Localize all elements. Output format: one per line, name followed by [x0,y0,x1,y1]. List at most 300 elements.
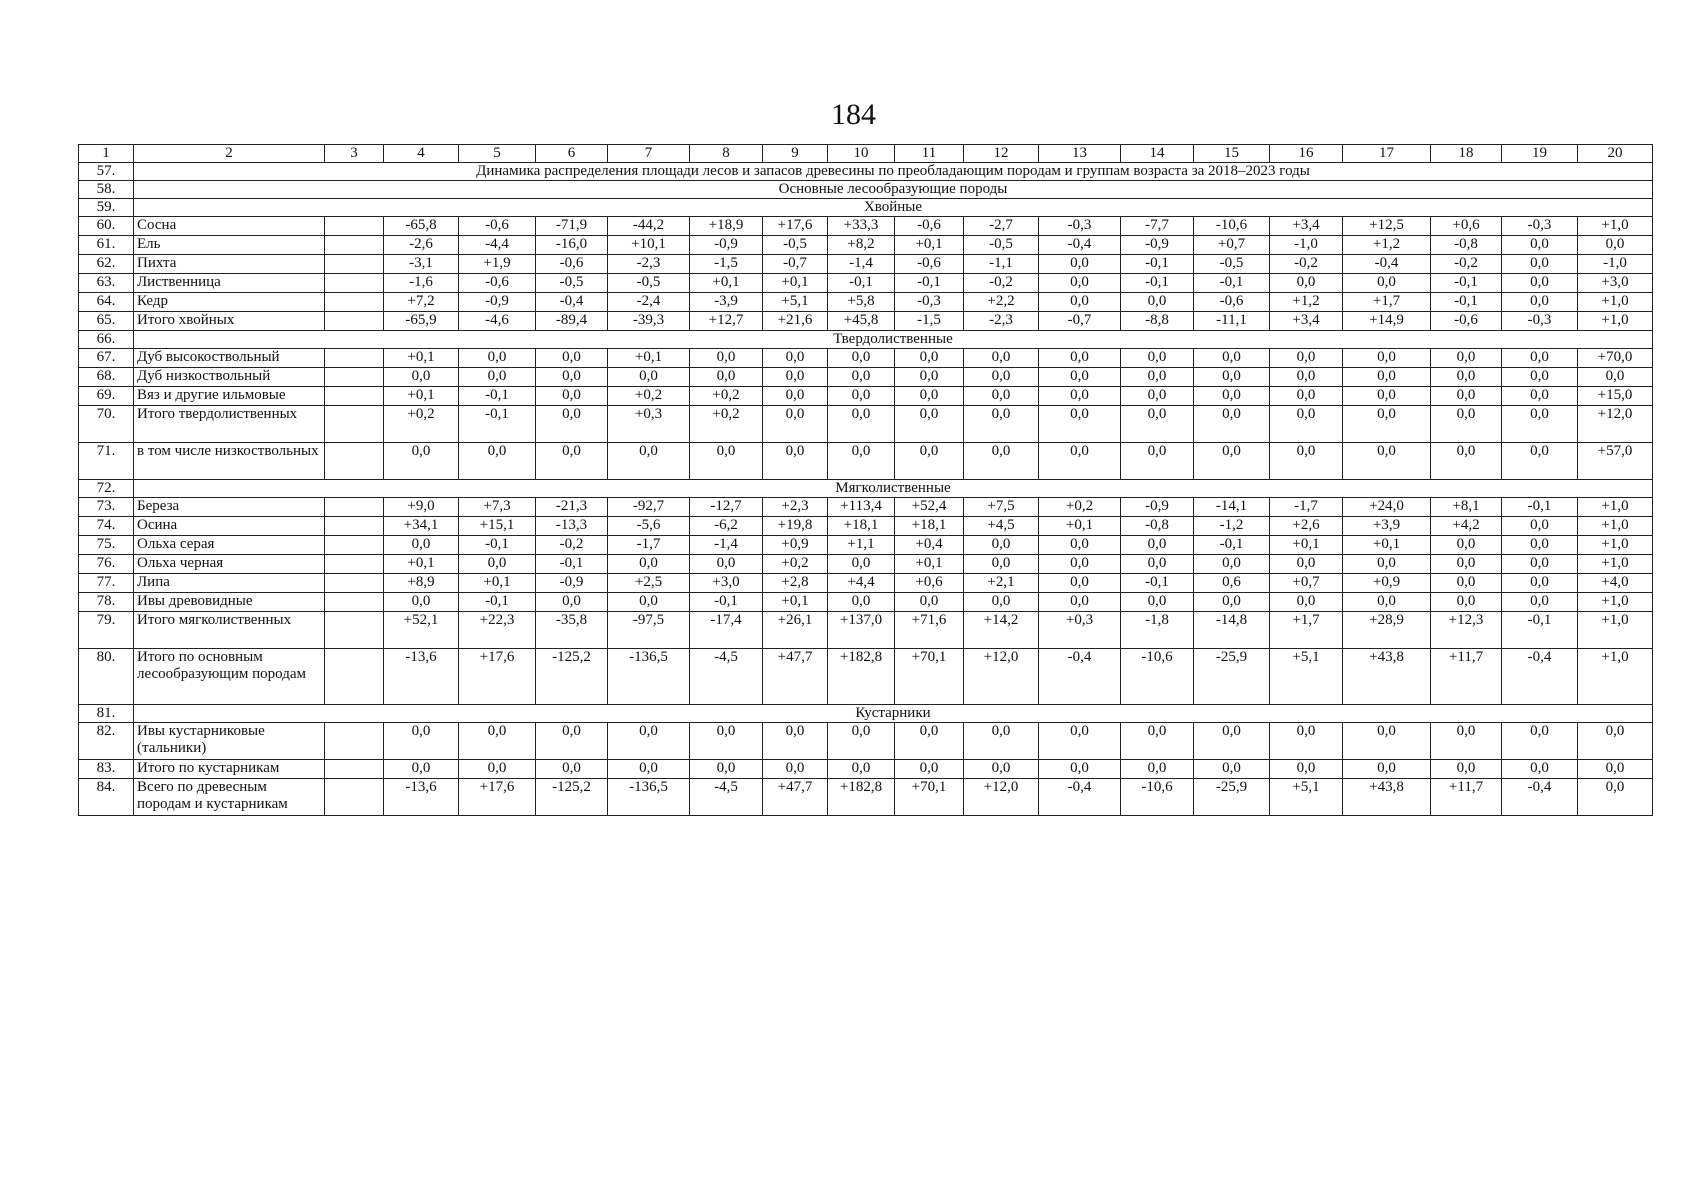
value-cell: -6,2 [690,517,763,536]
row-number: 82. [79,723,134,760]
value-cell: +0,1 [895,555,964,574]
value-cell: -1,6 [384,274,459,293]
species-name: Ивы древовидные [134,593,325,612]
value-cell: 0,0 [1431,349,1502,368]
value-cell: +12,0 [964,649,1039,705]
value-cell: 0,0 [1578,723,1653,760]
value-cell: 0,0 [1343,555,1431,574]
value-cell: +17,6 [763,217,828,236]
value-cell: 0,0 [384,443,459,480]
value-cell: +0,1 [608,349,690,368]
value-cell: -0,1 [1121,255,1194,274]
value-cell: 0,0 [1431,406,1502,443]
value-cell: +9,0 [384,498,459,517]
value-cell: +3,0 [1578,274,1653,293]
value-cell: +0,2 [690,406,763,443]
value-cell: 0,0 [1194,368,1270,387]
value-cell: +52,4 [895,498,964,517]
value-cell: 0,0 [1502,236,1578,255]
table-row [79,536,1653,555]
value-cell: +0,7 [1194,236,1270,255]
value-cell: 0,0 [964,536,1039,555]
value-cell: 0,0 [828,368,895,387]
value-cell: +1,0 [1578,312,1653,331]
value-cell: -0,6 [459,274,536,293]
value-cell: 0,0 [1270,274,1343,293]
value-cell: +57,0 [1578,443,1653,480]
empty-cell [325,649,384,705]
value-cell: 0,0 [1270,593,1343,612]
row-number: 62. [79,255,134,274]
value-cell: -0,2 [1270,255,1343,274]
value-cell: -0,8 [1121,517,1194,536]
value-cell: -4,6 [459,312,536,331]
value-cell: 0,0 [1502,555,1578,574]
value-cell: +0,2 [608,387,690,406]
value-cell: -65,8 [384,217,459,236]
value-cell: -10,6 [1121,779,1194,816]
value-cell: 0,0 [828,443,895,480]
value-cell: -0,5 [536,274,608,293]
value-cell: -0,9 [459,293,536,312]
value-cell: +0,1 [763,274,828,293]
value-cell: +1,0 [1578,217,1653,236]
value-cell: 0,0 [895,387,964,406]
value-cell: +0,7 [1270,574,1343,593]
value-cell: 0,0 [1194,387,1270,406]
column-number: 11 [895,145,964,163]
value-cell: 0,0 [690,368,763,387]
value-cell: 0,0 [964,760,1039,779]
value-cell: 0,0 [608,593,690,612]
empty-cell [325,536,384,555]
value-cell: -0,1 [536,555,608,574]
value-cell: 0,0 [1343,406,1431,443]
value-cell: 0,0 [1502,293,1578,312]
value-cell: 0,0 [1502,255,1578,274]
value-cell: 0,0 [690,349,763,368]
value-cell: -35,8 [536,612,608,649]
value-cell: -0,4 [1502,779,1578,816]
value-cell: 0,0 [1502,723,1578,760]
value-cell: +18,9 [690,217,763,236]
value-cell: 0,0 [1194,723,1270,760]
value-cell: -0,1 [459,406,536,443]
value-cell: 0,0 [763,387,828,406]
value-cell: -0,1 [1431,274,1502,293]
value-cell: 0,0 [1039,555,1121,574]
value-cell: 0,0 [1194,349,1270,368]
row-number: 80. [79,649,134,705]
value-cell: 0,0 [1039,274,1121,293]
value-cell: 0,0 [459,760,536,779]
value-cell: 0,0 [608,760,690,779]
section-title: Кустарники [134,705,1653,723]
value-cell: +47,7 [763,649,828,705]
value-cell: 0,0 [763,443,828,480]
value-cell: -0,5 [763,236,828,255]
value-cell: -39,3 [608,312,690,331]
value-cell: +0,2 [1039,498,1121,517]
empty-cell [325,236,384,255]
value-cell: -1,5 [895,312,964,331]
value-cell: +70,0 [1578,349,1653,368]
table-row [79,723,1653,760]
value-cell: +1,0 [1578,536,1653,555]
value-cell: +5,1 [1270,779,1343,816]
value-cell: +7,5 [964,498,1039,517]
species-name: Итого хвойных [134,312,325,331]
value-cell: +1,2 [1343,236,1431,255]
value-cell: 0,0 [895,443,964,480]
value-cell: +1,2 [1270,293,1343,312]
value-cell: -5,6 [608,517,690,536]
value-cell: +0,9 [1343,574,1431,593]
value-cell: +33,3 [828,217,895,236]
value-cell: +1,0 [1578,517,1653,536]
value-cell: 0,0 [1343,274,1431,293]
species-name: Дуб низкоствольный [134,368,325,387]
value-cell: 0,0 [1431,723,1502,760]
species-name: Ивы кустарниковые (тальники) [134,723,325,760]
value-cell: -125,2 [536,649,608,705]
value-cell: +17,6 [459,779,536,816]
value-cell: 0,0 [1343,723,1431,760]
value-cell: +0,2 [763,555,828,574]
table-row [79,612,1653,649]
value-cell: -65,9 [384,312,459,331]
value-cell: 0,0 [895,723,964,760]
value-cell: +15,0 [1578,387,1653,406]
value-cell: -0,7 [763,255,828,274]
value-cell: 0,0 [1431,387,1502,406]
column-number: 1 [79,145,134,163]
row-number: 81. [79,705,134,723]
row-number: 76. [79,555,134,574]
value-cell: -0,1 [895,274,964,293]
value-cell: -0,2 [964,274,1039,293]
value-cell: 0,0 [1270,760,1343,779]
value-cell: 0,0 [459,723,536,760]
value-cell: 0,0 [1343,443,1431,480]
section-title: Мягколиственные [134,480,1653,498]
value-cell: +4,5 [964,517,1039,536]
value-cell: 0,0 [1194,406,1270,443]
column-number: 20 [1578,145,1653,163]
value-cell: -0,6 [895,255,964,274]
value-cell: +43,8 [1343,649,1431,705]
value-cell: +26,1 [763,612,828,649]
value-cell: 0,0 [763,406,828,443]
value-cell: +11,7 [1431,649,1502,705]
value-cell: -0,6 [459,217,536,236]
species-name: Липа [134,574,325,593]
value-cell: -0,3 [895,293,964,312]
column-number: 2 [134,145,325,163]
value-cell: +0,2 [690,387,763,406]
empty-cell [325,387,384,406]
row-number: 60. [79,217,134,236]
row-number: 72. [79,480,134,498]
section-row [79,181,1653,199]
value-cell: +12,0 [964,779,1039,816]
value-cell: +7,2 [384,293,459,312]
species-name: Итого по кустарникам [134,760,325,779]
column-number: 18 [1431,145,1502,163]
value-cell: -0,9 [690,236,763,255]
table-row [79,236,1653,255]
value-cell: +1,1 [828,536,895,555]
value-cell: 0,0 [384,368,459,387]
value-cell: 0,0 [1039,760,1121,779]
table-row [79,387,1653,406]
value-cell: 0,0 [964,387,1039,406]
value-cell: +182,8 [828,779,895,816]
value-cell: 0,0 [536,593,608,612]
value-cell: 0,0 [690,723,763,760]
value-cell: 0,0 [1431,368,1502,387]
value-cell: -2,6 [384,236,459,255]
value-cell: -0,6 [1431,312,1502,331]
value-cell: 0,0 [1270,443,1343,480]
column-number: 15 [1194,145,1270,163]
value-cell: -1,1 [964,255,1039,274]
value-cell: -0,7 [1039,312,1121,331]
value-cell: 0,0 [1578,779,1653,816]
value-cell: 0,0 [1194,555,1270,574]
value-cell: 0,0 [1431,443,1502,480]
value-cell: 0,0 [763,723,828,760]
value-cell: 0,0 [1343,760,1431,779]
value-cell: 0,0 [1121,723,1194,760]
value-cell: -1,0 [1578,255,1653,274]
row-number: 61. [79,236,134,255]
value-cell: +2,3 [763,498,828,517]
page-number: 184 [831,98,876,131]
value-cell: +43,8 [1343,779,1431,816]
value-cell: 0,0 [1343,368,1431,387]
value-cell: 0,0 [1343,349,1431,368]
value-cell: 0,0 [1121,406,1194,443]
value-cell: 0,0 [1578,236,1653,255]
row-number: 66. [79,331,134,349]
value-cell: 0,0 [536,723,608,760]
value-cell: 0,0 [1270,368,1343,387]
empty-cell [325,760,384,779]
row-number: 83. [79,760,134,779]
value-cell: -8,8 [1121,312,1194,331]
value-cell: -0,1 [1121,274,1194,293]
table-row [79,443,1653,480]
value-cell: -0,5 [964,236,1039,255]
value-cell: +24,0 [1343,498,1431,517]
value-cell: -4,5 [690,779,763,816]
column-number: 17 [1343,145,1431,163]
value-cell: -0,6 [895,217,964,236]
value-cell: -0,4 [1039,236,1121,255]
forest-dynamics-table [78,144,1653,816]
value-cell: 0,0 [763,760,828,779]
species-name: Итого твердолиственных [134,406,325,443]
table-row [79,217,1653,236]
value-cell: -0,4 [1039,779,1121,816]
row-number: 59. [79,199,134,217]
species-name: Пихта [134,255,325,274]
value-cell: 0,0 [536,760,608,779]
value-cell: +2,2 [964,293,1039,312]
value-cell: +3,0 [690,574,763,593]
species-name: Ольха серая [134,536,325,555]
column-number: 10 [828,145,895,163]
value-cell: 0,6 [1194,574,1270,593]
value-cell: +0,1 [895,236,964,255]
value-cell: +3,9 [1343,517,1431,536]
value-cell: -0,6 [1194,293,1270,312]
value-cell: -1,4 [828,255,895,274]
value-cell: 0,0 [1502,368,1578,387]
value-cell: 0,0 [1431,574,1502,593]
value-cell: -0,4 [536,293,608,312]
value-cell: -0,4 [1502,649,1578,705]
value-cell: 0,0 [1194,443,1270,480]
value-cell: 0,0 [1502,443,1578,480]
value-cell: -0,1 [1194,274,1270,293]
column-number: 13 [1039,145,1121,163]
row-number: 84. [79,779,134,816]
value-cell: 0,0 [1121,443,1194,480]
value-cell: 0,0 [964,349,1039,368]
section-title: Твердолиственные [134,331,1653,349]
value-cell: 0,0 [1121,555,1194,574]
value-cell: -0,1 [1502,498,1578,517]
value-cell: +11,7 [1431,779,1502,816]
value-cell: 0,0 [763,349,828,368]
value-cell: +70,1 [895,779,964,816]
value-cell: +0,2 [384,406,459,443]
value-cell: 0,0 [536,368,608,387]
value-cell: 0,0 [1121,349,1194,368]
value-cell: -21,3 [536,498,608,517]
value-cell: 0,0 [1502,593,1578,612]
column-number: 6 [536,145,608,163]
value-cell: 0,0 [828,593,895,612]
value-cell: 0,0 [1039,387,1121,406]
value-cell: -0,9 [1121,498,1194,517]
value-cell: 0,0 [536,349,608,368]
table-row [79,498,1653,517]
row-number: 74. [79,517,134,536]
value-cell: +3,4 [1270,312,1343,331]
value-cell: 0,0 [1039,293,1121,312]
value-cell: +1,0 [1578,593,1653,612]
value-cell: 0,0 [608,723,690,760]
value-cell: +1,7 [1343,293,1431,312]
value-cell: -0,5 [1194,255,1270,274]
table-row [79,593,1653,612]
empty-cell [325,612,384,649]
value-cell: 0,0 [828,723,895,760]
value-cell: 0,0 [459,349,536,368]
value-cell: 0,0 [1121,293,1194,312]
value-cell: -0,9 [536,574,608,593]
value-cell: +19,8 [763,517,828,536]
value-cell: 0,0 [1270,349,1343,368]
value-cell: 0,0 [1121,536,1194,555]
value-cell: -0,1 [690,593,763,612]
value-cell: 0,0 [763,368,828,387]
value-cell: -1,7 [608,536,690,555]
section-row [79,331,1653,349]
value-cell: 0,0 [384,723,459,760]
value-cell: 0,0 [964,555,1039,574]
value-cell: -1,2 [1194,517,1270,536]
value-cell: +0,9 [763,536,828,555]
value-cell: 0,0 [1502,574,1578,593]
value-cell: +2,5 [608,574,690,593]
column-number: 9 [763,145,828,163]
species-name: в том числе низкоствольных [134,443,325,480]
value-cell: 0,0 [1270,387,1343,406]
table-row [79,293,1653,312]
value-cell: +12,7 [690,312,763,331]
value-cell: -25,9 [1194,649,1270,705]
value-cell: 0,0 [1270,406,1343,443]
value-cell: 0,0 [459,555,536,574]
value-cell: -0,1 [1194,536,1270,555]
value-cell: 0,0 [964,406,1039,443]
value-cell: +18,1 [828,517,895,536]
value-cell: 0,0 [964,723,1039,760]
value-cell: +0,6 [895,574,964,593]
row-number: 69. [79,387,134,406]
empty-cell [325,217,384,236]
value-cell: 0,0 [690,555,763,574]
value-cell: 0,0 [828,387,895,406]
value-cell: -13,3 [536,517,608,536]
value-cell: -136,5 [608,779,690,816]
species-name: Всего по древесным породам и кустарникам [134,779,325,816]
value-cell: 0,0 [828,406,895,443]
value-cell: -1,7 [1270,498,1343,517]
table-row [79,255,1653,274]
value-cell: +34,1 [384,517,459,536]
value-cell: -2,3 [964,312,1039,331]
value-cell: -3,1 [384,255,459,274]
value-cell: +0,1 [763,593,828,612]
value-cell: +7,3 [459,498,536,517]
section-title: Динамика распределения площади лесов и запасов древесины по преобладающим породам и группам возраста за 2018–2023 годы [134,163,1653,181]
value-cell: -0,1 [1121,574,1194,593]
empty-cell [325,779,384,816]
empty-cell [325,255,384,274]
value-cell: -4,5 [690,649,763,705]
row-number: 63. [79,274,134,293]
value-cell: -11,1 [1194,312,1270,331]
row-number: 64. [79,293,134,312]
value-cell: -10,6 [1121,649,1194,705]
value-cell: +4,4 [828,574,895,593]
value-cell: -125,2 [536,779,608,816]
empty-cell [325,312,384,331]
value-cell: 0,0 [828,760,895,779]
value-cell: 0,0 [536,387,608,406]
value-cell: 0,0 [1502,517,1578,536]
value-cell: +14,2 [964,612,1039,649]
value-cell: -7,7 [1121,217,1194,236]
value-cell: +1,0 [1578,293,1653,312]
value-cell: 0,0 [1039,536,1121,555]
empty-cell [325,555,384,574]
